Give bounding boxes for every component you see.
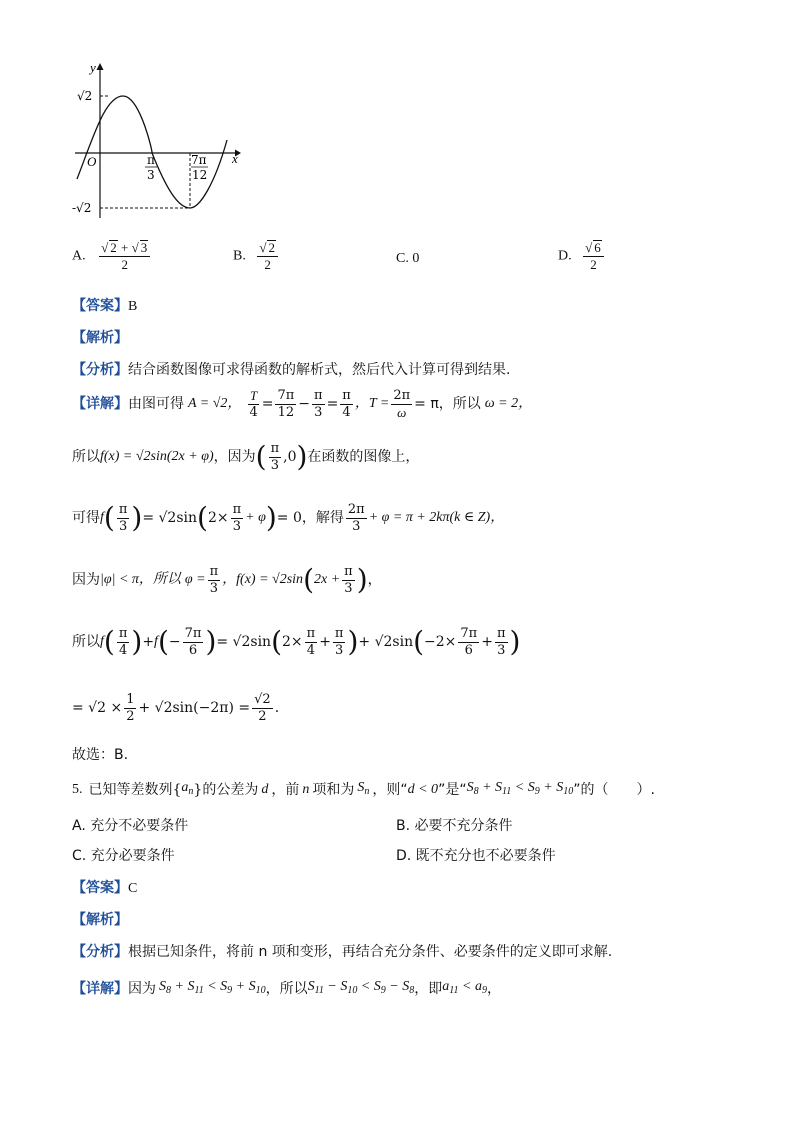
- x-axis-label: x: [232, 151, 238, 166]
- option-d-num: 6: [594, 240, 601, 255]
- detail-5-a: 所以: [72, 634, 100, 650]
- q5-stem-c: ，前: [271, 782, 300, 798]
- answer-value: B: [128, 299, 138, 314]
- option-a-plus: +: [121, 240, 129, 255]
- q5-stem-d: 项和为: [312, 782, 355, 798]
- option-b-letter: B.: [233, 248, 246, 264]
- origin-label: O: [87, 154, 97, 169]
- option-a-den: 2: [121, 257, 128, 272]
- option-b-num: 2: [268, 240, 275, 255]
- detail-2-b: f(x) = √2sin(2x + φ): [100, 449, 214, 464]
- detail-3-a: 可得: [72, 510, 100, 526]
- q5-fenxi-tag: 【分析】: [72, 944, 128, 960]
- q5-option-a: A. 充分不必要条件: [72, 818, 189, 834]
- q4-detail-line-1: 【详解】 由图可得 A = √2， $\frac{T}{4}$ = $\frac{7\pi}{12}$ − $\frac{\pi}{3}$ = $\frac{\pi}{4}$ ，T = $\frac{2\pi}{\omega}$ = π，所以 ω = 2，: [72, 387, 533, 420]
- option-b-den: 2: [264, 257, 271, 272]
- detail-2-a: 所以: [72, 449, 100, 465]
- y-axis-arrow-icon: [97, 63, 104, 70]
- q5-detail-line: 【详解】 因为 $S_8 + S_{11} < S_9 + S_{10}$ ，所以 $S_{11} - S_{10} < S_9 - S_8$ ，即 $a_{11} < a_9$ ，: [72, 979, 501, 997]
- xiangjie-tag: 【详解】: [72, 396, 128, 412]
- q5-analysis: 【解析】: [72, 912, 128, 928]
- detail-4-a: 因为: [72, 572, 100, 588]
- q5-detail-b: ，所以: [265, 981, 308, 997]
- detail-4-b: |φ| < π，所以: [100, 572, 181, 587]
- option-a: A. $\frac{√ 2 + √ 3}{2}$: [72, 240, 152, 273]
- x-tick1-den: 3: [147, 168, 155, 182]
- q4-fenxi-line: [72, 361, 510, 379]
- q5-stem-b: 的公差为: [202, 782, 259, 798]
- q5-analysis-tag: [72, 911, 128, 929]
- q5-stem-f: ”是“: [438, 782, 467, 798]
- analysis-tag: 【解析】: [72, 330, 128, 346]
- q4-detail-line-6: = √2 × $\frac{1}{2}$ + √2sin(−2π) = $\frac{√2}{2}$ .: [72, 691, 280, 724]
- q5-stem-g: ”的（ ）.: [573, 782, 655, 798]
- option-b: B. $\frac{√ 2}{2}$: [233, 240, 280, 273]
- option-a-num-1: 2: [110, 240, 117, 255]
- q5-xiangjie-tag: 【详解】: [72, 981, 128, 997]
- detail-2-c: ，因为: [213, 449, 256, 465]
- answer-tag: 【答案】: [72, 298, 128, 314]
- fenxi-tag: 【分析】: [72, 362, 128, 378]
- q5-stem-a: 已知等差数列: [88, 782, 173, 798]
- q4-detail-line-2: 所以 f(x) = √2sin(2x + φ) ，因为 ( $\frac{\pi}{3}$ ,0 ) 在函数的图像上，: [72, 440, 420, 473]
- q4-detail-line-5: 所以 f ( $\frac{\pi}{4}$ ) + f ( − $\frac{7\pi}{6}$ ) = √2sin ( 2× $\frac{\pi}{4}$ + $\frac{\pi}{3}$ ) + √2sin ( −2× $\frac{7\pi}{6}$ + $\frac{\pi}{3}$ ): [72, 625, 521, 658]
- q5-answer-line: [72, 879, 137, 898]
- detail-3-c: + φ = π + 2kπ(k ∈ Z)，: [368, 510, 505, 525]
- q4-detail-line-4: 因为 |φ| < π，所以 φ = $\frac{\pi}{3}$ ，f(x) = √2sin ( 2x + $\frac{\pi}{3}$ ) ，: [72, 563, 382, 596]
- detail-4-c: φ =: [184, 572, 206, 587]
- q5-detail-a: 因为: [128, 981, 156, 997]
- x-tick2-num: 7π: [191, 153, 207, 167]
- detail-6-b: + √2sin(−2π) =: [138, 700, 251, 716]
- q5-answer-value: C: [128, 881, 138, 896]
- y-min-label: -√2: [72, 201, 92, 215]
- x-tick2-den: 12: [192, 168, 208, 182]
- option-d: D. $\frac{√ 6}{2}$: [558, 240, 606, 273]
- q5-option-c: C. 充分必要条件: [72, 848, 175, 864]
- option-d-letter: D.: [558, 248, 572, 264]
- x-tick1-num: π: [147, 153, 155, 167]
- q5-detail-c: ，即: [414, 981, 443, 997]
- sine-graph: [60, 58, 260, 228]
- detail-1-c: ，T =: [354, 396, 390, 411]
- detail-3-b: ，解得: [301, 510, 344, 526]
- y-axis-label: y: [90, 60, 96, 75]
- q5-fenxi-text: 根据已知条件，将前 n 项和变形，再结合充分条件、必要条件的定义即可求解.: [128, 944, 613, 960]
- option-d-den: 2: [590, 257, 597, 272]
- y-max-label: √2: [77, 89, 93, 103]
- q5-option-d: D. 既不充分也不必要条件: [396, 848, 556, 864]
- q5-fenxi-line: [72, 943, 612, 961]
- detail-1-d: = π，所以: [414, 396, 481, 412]
- detail-6-a: = √2 ×: [72, 700, 123, 716]
- detail-1-a: 由图可得: [128, 396, 184, 412]
- option-c: C. 0: [396, 251, 420, 266]
- q4-choose-line: 故选：B.: [72, 747, 129, 763]
- fenxi-text: 结合函数图像可求得函数的解析式，然后代入计算可得到结果.: [128, 362, 511, 378]
- q4-analysis-tag: [72, 329, 128, 347]
- detail-1-e: ω = 2，: [484, 396, 533, 411]
- q5-detail-d: ，: [486, 981, 501, 997]
- q4-detail-line-3: 可得 f ( $\frac{\pi}{3}$ ) = √2sin ( 2× $\frac{\pi}{3}$ + φ ) = 0 ，解得 $\frac{2\pi}{3}$ + φ = π + 2kπ(k ∈ Z)，: [72, 501, 505, 534]
- q5-number: 5.: [72, 782, 83, 797]
- detail-2-d: 在函数的图像上，: [307, 449, 420, 465]
- q4-answer-line: [72, 297, 137, 316]
- detail-1-b: A = √2，: [188, 396, 242, 411]
- q5-stem-e: ，则“: [372, 782, 408, 798]
- detail-4-d: ，f(x) = √2sin: [222, 572, 304, 587]
- q5-answer-tag: 【答案】: [72, 880, 128, 896]
- option-a-letter: A.: [72, 248, 86, 264]
- q5-option-b: B. 必要不充分条件: [396, 818, 513, 834]
- q5-stem: 5. 已知等差数列 { $a_n$ } 的公差为 d ，前 n 项和为 $S_n$ ，则“ d < 0 ”是“ $S_8 + S_{11} < S_9 + S_{10}$ ”的（ ）.: [72, 780, 655, 798]
- option-a-num-2: 3: [140, 240, 148, 255]
